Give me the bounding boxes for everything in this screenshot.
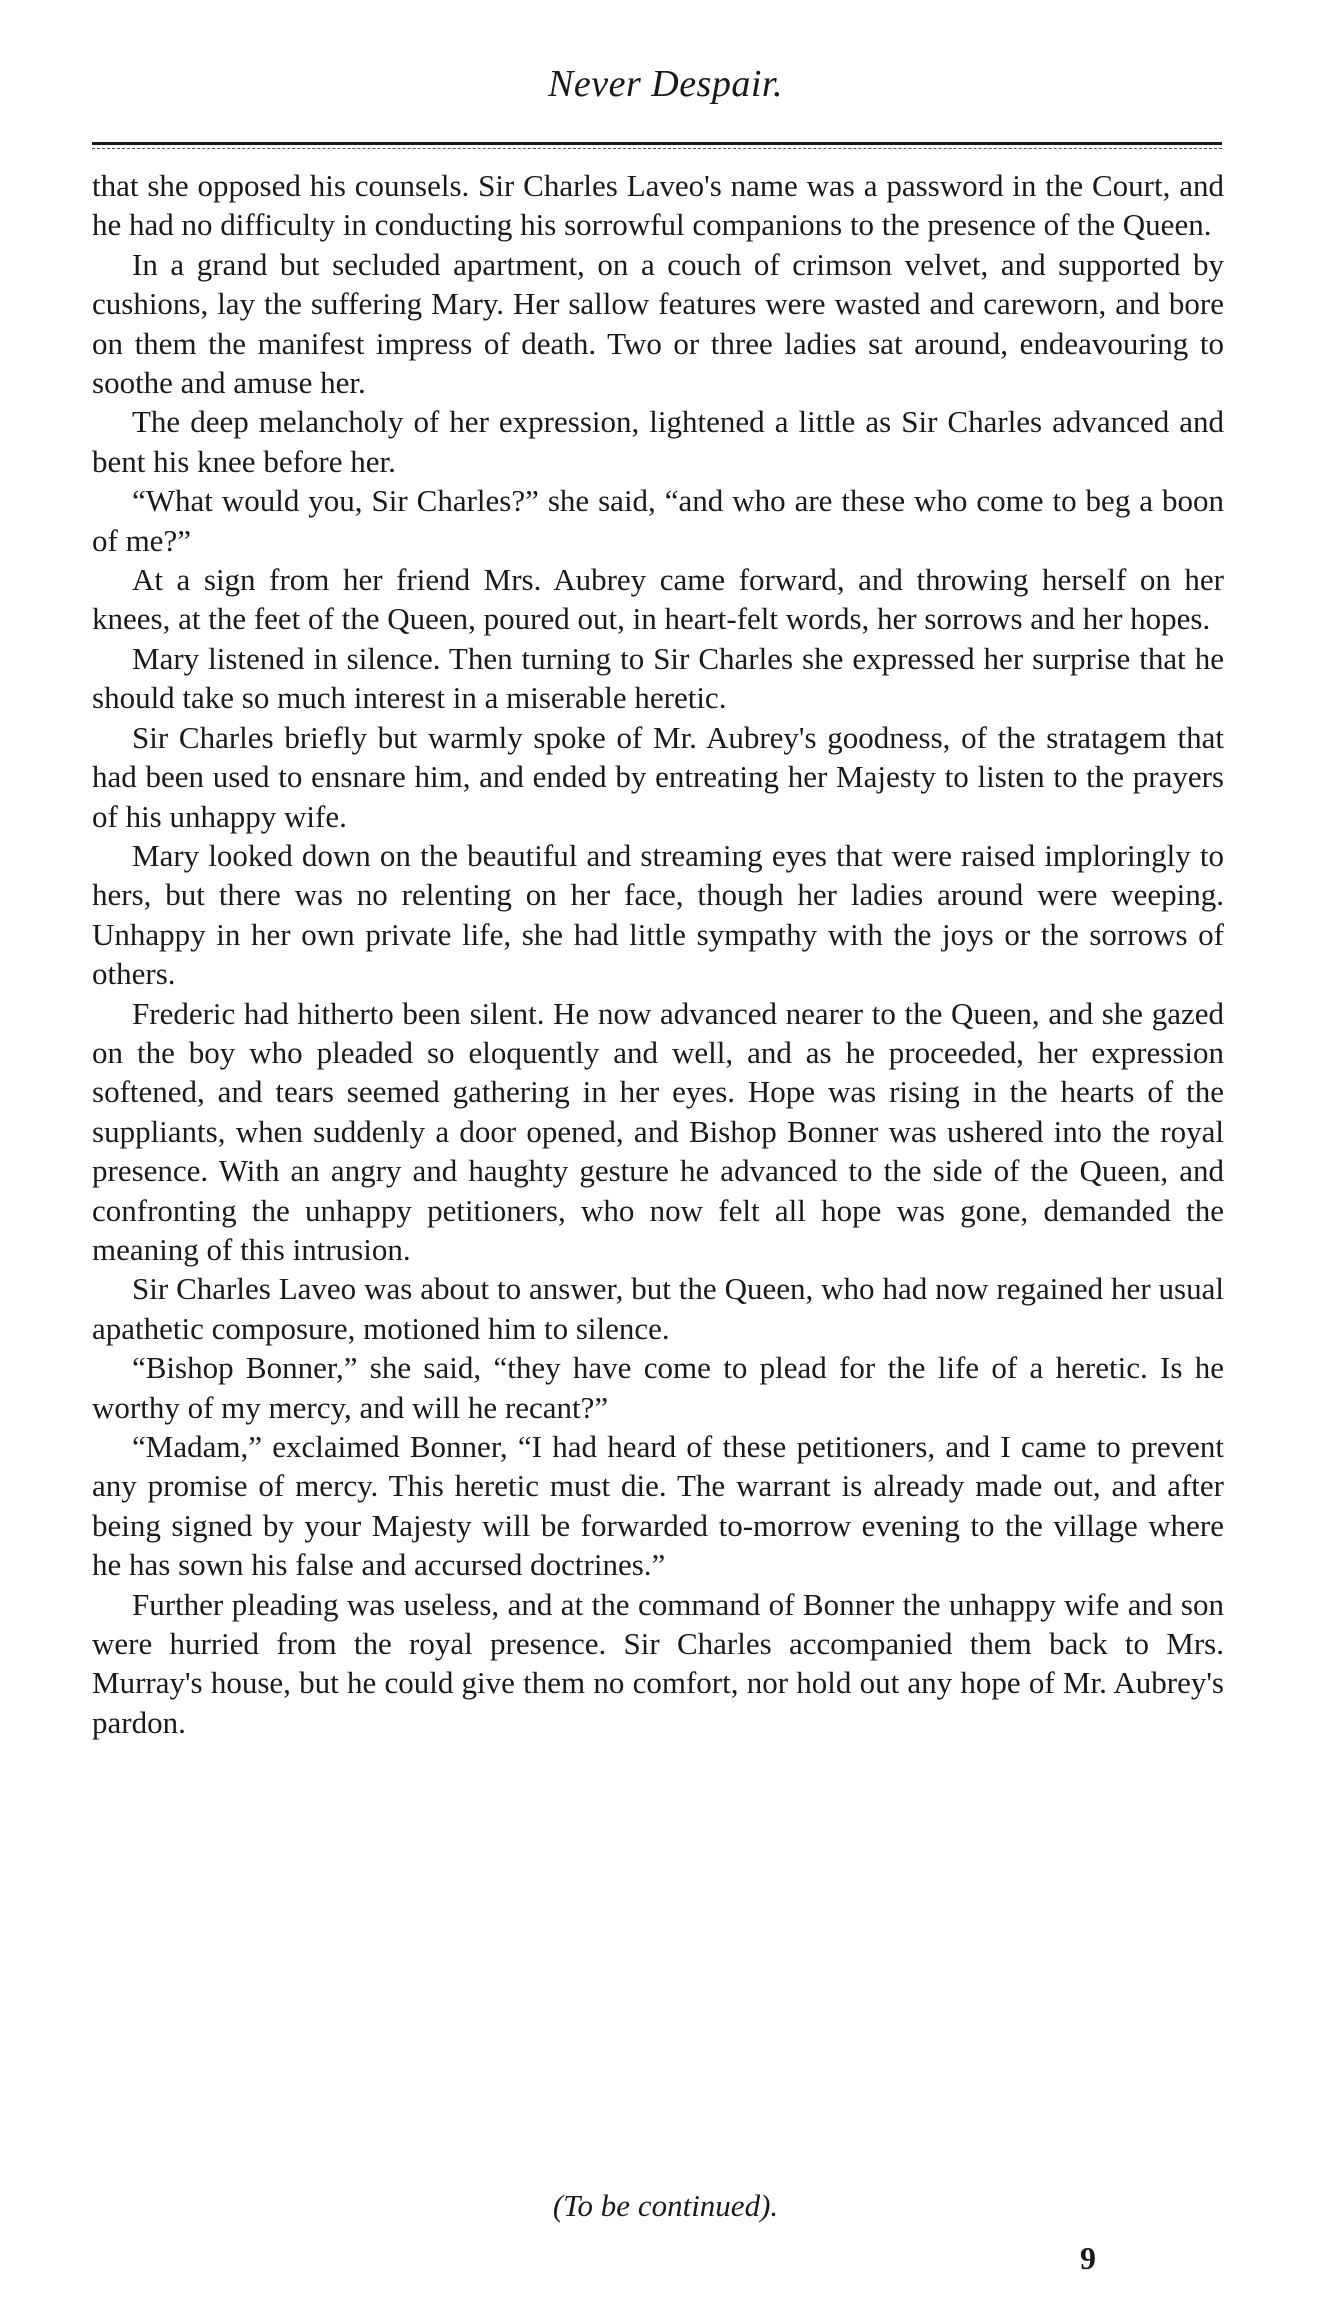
paragraph: In a grand but secluded apartment, on a couch of crimson velvet, and supported by cushions, lay the suffering Mary. Her sallow features were wasted and careworn, and bore on them the manifest impress of death. Two or three ladies sat around, endeavouring to soothe and amuse her. [92, 246, 1224, 401]
body-text [92, 166, 1224, 1742]
paragraph: Mary listened in silence. Then turning to Sir Charles she expressed her surprise that he should take so much interest in a miserable heretic. [92, 640, 1224, 716]
paragraph: Mary looked down on the beautiful and streaming eyes that were raised imploringly to hers, but there was no relenting on her face, though her ladies around were weeping. Unhappy in her own private life, she had little sympathy with the joys or the sorrows of others. [92, 837, 1224, 992]
paragraph: “Bishop Bonner,” she said, “they have come to plead for the life of a heretic. Is he worthy of my mercy, and will he recant?” [92, 1350, 1224, 1425]
paragraph: “What would you, Sir Charles?” she said, “and who are these who come to beg a boon of me?” [92, 483, 1224, 558]
to-be-continued-note: (To be continued). [552, 2188, 779, 2223]
paragraph: Further pleading was useless, and at the command of Bonner the unhappy wife and son were hurried from the royal presence. Sir Charles accompanied them back to Mrs. Murray's house, but he could give them no comfort, nor hold out any hope of Mr. Aubrey's pardon. [92, 1586, 1224, 1740]
paragraph: Sir Charles briefly but warmly spoke of Mr. Aubrey's goodness, of the stratagem that had been used to ensnare him, and ended by entreating her Majesty to listen to the prayers of his unhappy wife. [92, 719, 1224, 834]
header-rule [92, 142, 1222, 145]
paragraph: Frederic had hitherto been silent. He now advanced nearer to the Queen, and she gazed on the boy who pleaded so eloquently and well, and as he proceeded, her expression softened, and tears seemed gathering in her eyes. Hope was rising in the hearts of the suppliants, when suddenly a door opened, and Bishop Bonner was ushered into the royal presence. With an angry and haughty gesture he advanced to the side of the Queen, and confronting the unhappy petitioners, who now felt all hope was gone, demanded the meaning of this intrusion. [92, 995, 1224, 1267]
page-number: 9 [1080, 2240, 1096, 2276]
paragraph: At a sign from her friend Mrs. Aubrey came forward, and throwing herself on her knees, at the feet of the Queen, poured out, in heart-felt words, her sorrows and her hopes. [92, 562, 1224, 637]
paragraph: The deep melancholy of her expression, lightened a little as Sir Charles advanced and bent his knee before her. [92, 404, 1224, 479]
running-title: Never Despair. [548, 63, 783, 105]
paragraph: that she opposed his counsels. Sir Charles Laveo's name was a password in the Court, and he had no difficulty in conducting his sorrowful companions to the presence of the Queen. [92, 168, 1224, 243]
paragraph: Sir Charles Laveo was about to answer, but the Queen, who had now regained her usual apathetic composure, motioned him to silence. [92, 1271, 1224, 1346]
paragraph: “Madam,” exclaimed Bonner, “I had heard of these petitioners, and I came to prevent any promise of mercy. This heretic must die. The warrant is already made out, and after being signed by your Majesty will be forwarded to-morrow evening to the village where he has sown his false and accursed doctrines.” [92, 1429, 1224, 1583]
